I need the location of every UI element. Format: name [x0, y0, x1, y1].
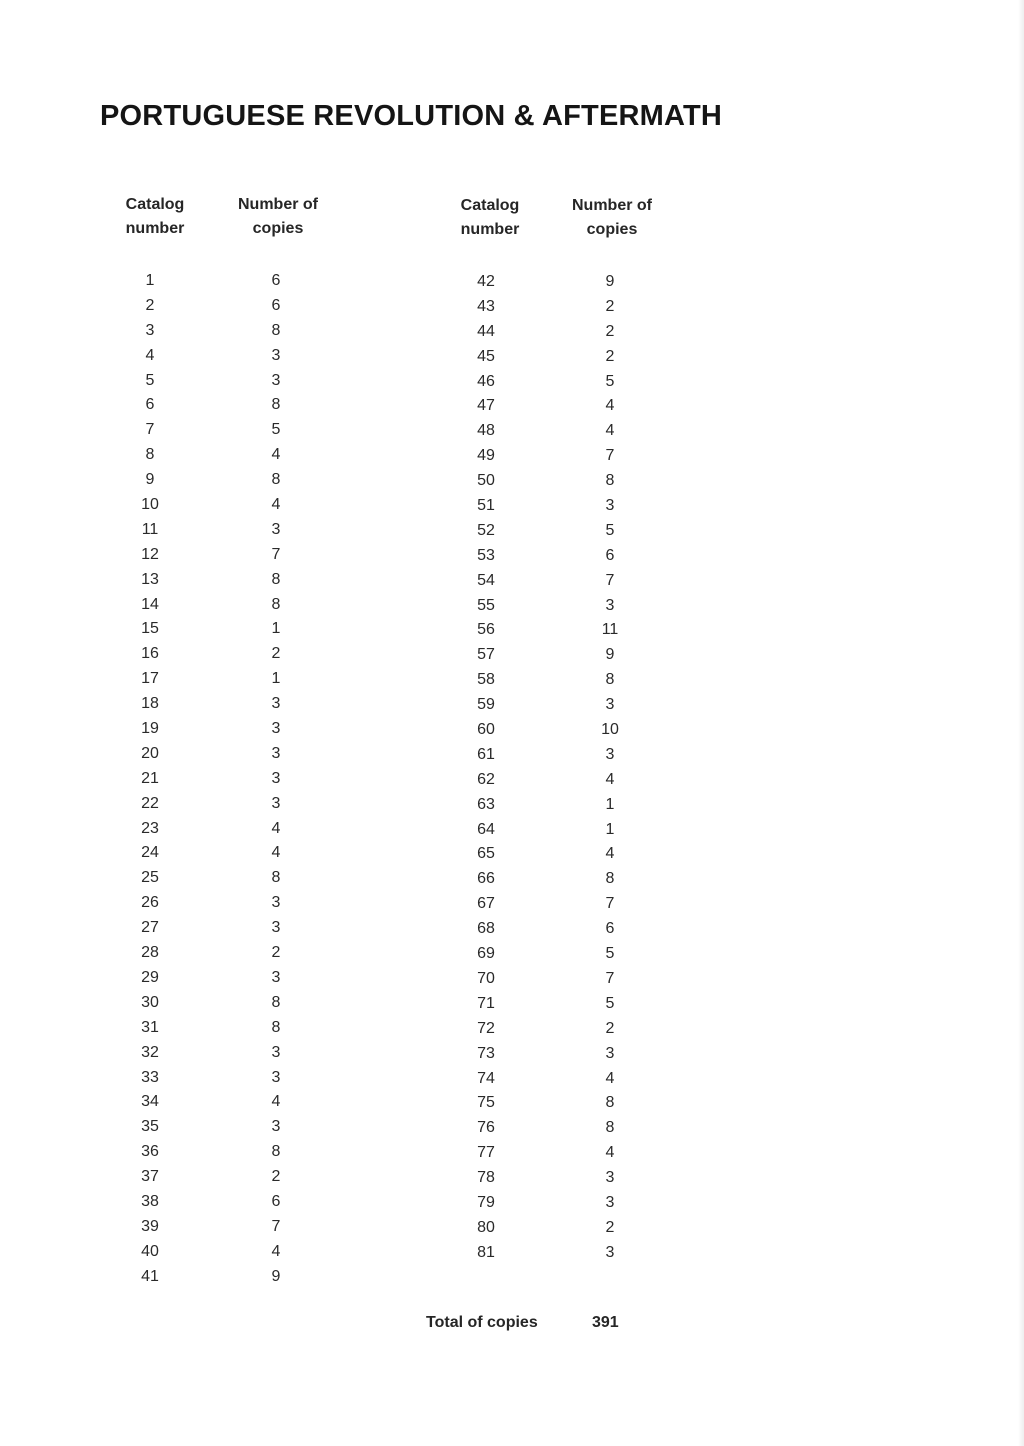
- copies-cell: 3: [271, 1118, 281, 1136]
- catalog-number-cell: 38: [141, 1192, 159, 1210]
- catalog-number-cell: 13: [141, 570, 159, 588]
- copies-cell: 4: [271, 844, 281, 862]
- copies-cell: 4: [605, 1144, 615, 1162]
- catalog-number-cell: 20: [141, 744, 159, 762]
- copies-cell: 9: [271, 1267, 281, 1285]
- total-value: 391: [592, 1314, 619, 1331]
- catalog-number-cell: 27: [141, 919, 159, 937]
- page-title: PORTUGUESE REVOLUTION & AFTERMATH: [100, 100, 723, 132]
- copies-cell: 8: [271, 471, 281, 489]
- right-catalog-column: [456, 270, 516, 1266]
- catalog-number-cell: 9: [145, 471, 155, 489]
- header-catalog-number-right: [430, 194, 550, 242]
- catalog-number-cell: 76: [477, 1119, 495, 1137]
- header-catalog-line1: Catalog: [125, 196, 185, 213]
- catalog-number-cell: 12: [141, 545, 159, 563]
- copies-cell: 6: [271, 272, 281, 289]
- copies-cell: 1: [605, 795, 615, 813]
- total-label: Total of copies: [426, 1314, 538, 1331]
- header-catalog-line2: number: [125, 220, 185, 237]
- copies-cell: 3: [271, 520, 281, 538]
- header-catalog-line1: Catalog: [460, 197, 520, 214]
- catalog-number-cell: 7: [145, 421, 155, 439]
- copies-cell: 4: [605, 422, 615, 440]
- copies-cell: 6: [605, 546, 615, 564]
- catalog-number-cell: 81: [477, 1243, 495, 1261]
- catalog-number-cell: 24: [141, 844, 159, 862]
- catalog-number-cell: 41: [141, 1267, 159, 1285]
- copies-cell: 8: [271, 595, 281, 613]
- copies-cell: 3: [605, 1243, 615, 1261]
- catalog-number-cell: 72: [477, 1019, 495, 1037]
- copies-cell: 4: [271, 819, 281, 837]
- copies-cell: 4: [271, 1242, 281, 1260]
- catalog-number-cell: 34: [141, 1093, 159, 1111]
- catalog-number-cell: 5: [145, 371, 155, 389]
- copies-cell: 4: [605, 845, 615, 863]
- catalog-number-cell: 8: [145, 446, 155, 464]
- catalog-number-cell: 11: [141, 520, 159, 538]
- header-copies-line1: Number of: [572, 197, 652, 214]
- copies-cell: 8: [271, 993, 281, 1011]
- copies-cell: 5: [605, 372, 615, 390]
- copies-cell: 1: [271, 620, 281, 638]
- copies-cell: 4: [271, 496, 281, 514]
- copies-cell: 8: [271, 1143, 281, 1161]
- catalog-number-cell: 52: [477, 521, 495, 539]
- copies-cell: 9: [605, 646, 615, 664]
- catalog-number-cell: 37: [141, 1168, 159, 1186]
- catalog-number-cell: 31: [141, 1018, 159, 1036]
- catalog-number-cell: 40: [141, 1242, 159, 1260]
- copies-cell: 3: [271, 769, 281, 787]
- catalog-number-cell: 26: [141, 894, 159, 912]
- copies-cell: 8: [605, 671, 615, 689]
- copies-cell: 7: [605, 969, 615, 987]
- copies-cell: 6: [271, 1192, 281, 1210]
- copies-cell: 2: [271, 944, 281, 962]
- copies-cell: 8: [605, 1094, 615, 1112]
- copies-cell: 8: [271, 1018, 281, 1036]
- copies-cell: 3: [271, 1043, 281, 1061]
- catalog-number-cell: 77: [477, 1144, 495, 1162]
- left-copies-column: [246, 269, 306, 1290]
- catalog-number-cell: 18: [141, 695, 159, 713]
- copies-cell: 3: [605, 1044, 615, 1062]
- catalog-number-cell: 35: [141, 1118, 159, 1136]
- catalog-number-cell: 30: [141, 993, 159, 1011]
- copies-cell: 8: [271, 570, 281, 588]
- page-edge: [1018, 0, 1024, 1446]
- catalog-number-cell: 49: [477, 447, 495, 465]
- header-catalog-number-left: [95, 193, 215, 241]
- catalog-number-cell: 63: [477, 795, 495, 813]
- copies-cell: 4: [605, 770, 615, 788]
- catalog-number-cell: 6: [145, 396, 155, 414]
- catalog-number-cell: 66: [477, 870, 495, 888]
- header-number-of-copies-left: [218, 193, 338, 241]
- catalog-number-cell: 48: [477, 422, 495, 440]
- catalog-number-cell: 23: [141, 819, 159, 837]
- copies-cell: 3: [271, 968, 281, 986]
- catalog-number-cell: 51: [477, 497, 495, 515]
- copies-cell: 3: [605, 596, 615, 614]
- copies-cell: 3: [271, 695, 281, 713]
- copies-cell: 8: [605, 472, 615, 490]
- copies-cell: 7: [605, 895, 615, 913]
- copies-cell: 3: [605, 745, 615, 763]
- catalog-number-cell: 4: [145, 346, 155, 364]
- copies-cell: 1: [271, 670, 281, 688]
- copies-cell: 3: [271, 794, 281, 812]
- catalog-number-cell: 3: [145, 321, 155, 339]
- catalog-number-cell: 16: [141, 645, 159, 663]
- copies-cell: 3: [271, 346, 281, 364]
- copies-cell: 11: [601, 621, 619, 639]
- header-catalog-line2: number: [460, 221, 520, 238]
- catalog-number-cell: 58: [477, 671, 495, 689]
- catalog-number-cell: 56: [477, 621, 495, 639]
- catalog-number-cell: 55: [477, 596, 495, 614]
- header-copies-line1: Number of: [238, 196, 318, 213]
- catalog-number-cell: 28: [141, 944, 159, 962]
- copies-cell: 3: [271, 720, 281, 738]
- catalog-number-cell: 71: [477, 994, 495, 1012]
- copies-cell: 3: [605, 1193, 615, 1211]
- copies-cell: 3: [605, 497, 615, 515]
- copies-cell: 4: [271, 446, 281, 464]
- catalog-number-cell: 57: [477, 646, 495, 664]
- catalog-number-cell: 44: [477, 322, 495, 340]
- catalog-number-cell: 78: [477, 1169, 495, 1187]
- catalog-number-cell: 64: [477, 820, 495, 838]
- catalog-number-cell: 45: [477, 347, 495, 365]
- catalog-number-cell: 65: [477, 845, 495, 863]
- catalog-number-cell: 80: [477, 1218, 495, 1236]
- catalog-number-cell: 62: [477, 770, 495, 788]
- catalog-number-cell: 10: [141, 496, 159, 514]
- copies-cell: 1: [605, 820, 615, 838]
- catalog-number-cell: 75: [477, 1094, 495, 1112]
- copies-cell: 8: [605, 870, 615, 888]
- copies-cell: 7: [605, 447, 615, 465]
- copies-cell: 7: [271, 1217, 281, 1235]
- left-catalog-column: [120, 269, 180, 1290]
- catalog-number-cell: 68: [477, 920, 495, 938]
- catalog-number-cell: 14: [141, 595, 159, 613]
- copies-cell: 10: [601, 721, 619, 739]
- copies-cell: 2: [271, 645, 281, 663]
- copies-cell: 2: [605, 297, 615, 315]
- catalog-number-cell: 39: [141, 1217, 159, 1235]
- copies-cell: 5: [605, 945, 615, 963]
- catalog-number-cell: 36: [141, 1143, 159, 1161]
- catalog-number-cell: 46: [477, 372, 495, 390]
- catalog-number-cell: 29: [141, 968, 159, 986]
- catalog-number-cell: 43: [477, 297, 495, 315]
- catalog-number-cell: 42: [477, 273, 495, 290]
- copies-cell: 8: [271, 321, 281, 339]
- catalog-number-cell: 19: [141, 720, 159, 738]
- catalog-number-cell: 33: [141, 1068, 159, 1086]
- catalog-number-cell: 1: [145, 272, 155, 289]
- copies-cell: 8: [271, 869, 281, 887]
- catalog-number-cell: 79: [477, 1193, 495, 1211]
- copies-cell: 7: [605, 571, 615, 589]
- catalog-number-cell: 61: [477, 745, 495, 763]
- copies-cell: 4: [271, 1093, 281, 1111]
- header-copies-line2: copies: [586, 221, 638, 238]
- copies-cell: 2: [605, 1218, 615, 1236]
- catalog-number-cell: 60: [477, 721, 495, 739]
- right-copies-column: [580, 270, 640, 1266]
- copies-cell: 7: [271, 545, 281, 563]
- copies-cell: 2: [605, 1019, 615, 1037]
- copies-cell: 8: [605, 1119, 615, 1137]
- copies-cell: 3: [271, 919, 281, 937]
- catalog-number-cell: 22: [141, 794, 159, 812]
- copies-cell: 2: [271, 1168, 281, 1186]
- copies-cell: 3: [605, 1169, 615, 1187]
- catalog-number-cell: 69: [477, 945, 495, 963]
- copies-cell: 3: [271, 894, 281, 912]
- copies-cell: 8: [271, 396, 281, 414]
- header-number-of-copies-right: [552, 194, 672, 242]
- copies-cell: 4: [605, 1069, 615, 1087]
- catalog-number-cell: 54: [477, 571, 495, 589]
- copies-cell: 5: [271, 421, 281, 439]
- copies-cell: 5: [605, 994, 615, 1012]
- catalog-number-cell: 32: [141, 1043, 159, 1061]
- copies-cell: 3: [271, 1068, 281, 1086]
- catalog-number-cell: 53: [477, 546, 495, 564]
- copies-cell: 4: [605, 397, 615, 415]
- copies-cell: 3: [271, 371, 281, 389]
- copies-cell: 6: [605, 920, 615, 938]
- copies-cell: 5: [605, 521, 615, 539]
- copies-cell: 2: [605, 347, 615, 365]
- catalog-number-cell: 74: [477, 1069, 495, 1087]
- copies-cell: 3: [605, 696, 615, 714]
- catalog-number-cell: 25: [141, 869, 159, 887]
- catalog-number-cell: 15: [141, 620, 159, 638]
- catalog-number-cell: 50: [477, 472, 495, 490]
- header-copies-line2: copies: [252, 220, 304, 237]
- catalog-number-cell: 2: [145, 296, 155, 314]
- catalog-number-cell: 59: [477, 696, 495, 714]
- copies-cell: 6: [271, 296, 281, 314]
- catalog-number-cell: 21: [141, 769, 159, 787]
- catalog-number-cell: 17: [141, 670, 159, 688]
- catalog-number-cell: 70: [477, 969, 495, 987]
- catalog-number-cell: 47: [477, 397, 495, 415]
- catalog-number-cell: 67: [477, 895, 495, 913]
- copies-cell: 2: [605, 322, 615, 340]
- catalog-number-cell: 73: [477, 1044, 495, 1062]
- copies-cell: 9: [605, 273, 615, 290]
- copies-cell: 3: [271, 744, 281, 762]
